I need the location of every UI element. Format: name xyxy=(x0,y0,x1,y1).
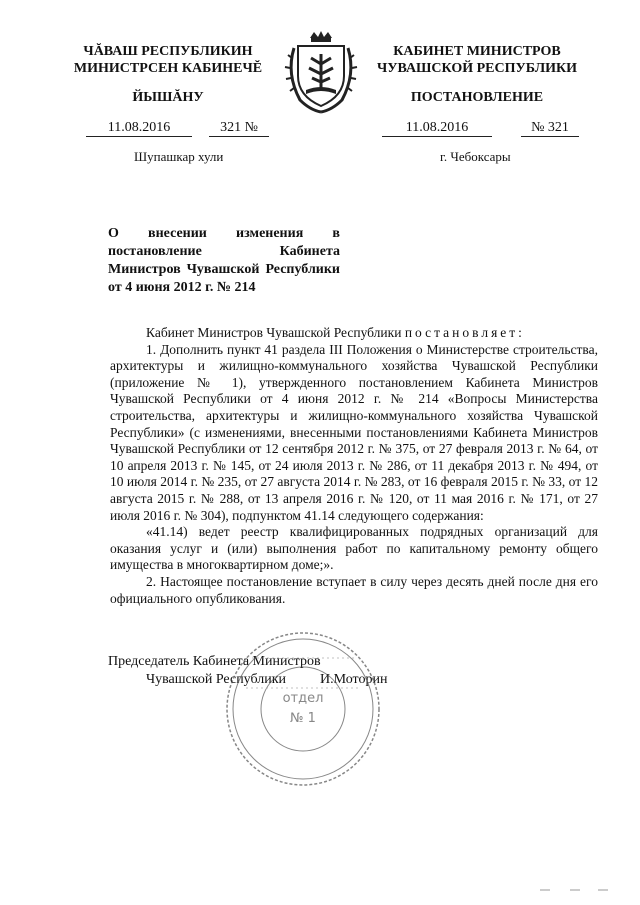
coat-of-arms-chuvashia-icon xyxy=(284,30,358,114)
stamp-line2: № 1 xyxy=(290,711,316,726)
header-right-doc-type: ПОСТАНОВЛЕНИЕ xyxy=(410,90,544,105)
left-date: 11.08.2016 xyxy=(86,120,192,137)
header-left xyxy=(50,43,286,77)
place-right: г. Чебоксары xyxy=(440,149,511,164)
header-right-line1: КАБИНЕТ МИНИСТРОВ xyxy=(393,44,561,59)
left-number: 321 № xyxy=(209,120,269,137)
header-right-line2: ЧУВАШСКОЙ РЕСПУБЛИКИ xyxy=(376,61,578,76)
intro-text: Кабинет Министров Чувашской Республики xyxy=(146,325,402,340)
header-left-doc-type: ЙЫШĂНУ xyxy=(132,90,204,105)
left-date-number xyxy=(86,120,269,137)
header-left-line1: ЧĂВАШ РЕСПУБЛИКИН xyxy=(83,44,253,59)
official-stamp-icon xyxy=(222,628,384,790)
right-date: 11.08.2016 xyxy=(382,120,492,137)
right-number: № 321 xyxy=(521,120,579,137)
signatory-title-line2: Чувашской Республики xyxy=(146,672,287,687)
place-left: Шупашкар хули xyxy=(134,149,224,164)
paragraph-2: «41.14) ведет реестр квалифицированных подрядных организаций для оказания услуг и (или) выполнения работ по капитальному ремонту общего имущества в многоквартирном доме;». xyxy=(110,524,598,573)
header-left-line2: МИНИСТРСЕН КАБИНЕЧĔ xyxy=(73,61,263,76)
signatory-name: И.Моторин xyxy=(320,672,388,687)
header-right xyxy=(364,43,590,77)
intro-verb: постановляет: xyxy=(404,325,525,340)
document-subject: О внесении изменения в постановление Кабинета Министров Чувашской Республики от 4 июня 2012 г. № 214 xyxy=(108,226,340,295)
paragraph-3: 2. Настоящее постановление вступает в силу через десять дней после дня его официального опубликования. xyxy=(110,573,598,606)
signatory-title-line1: Председатель Кабинета Министров xyxy=(108,654,321,669)
right-date-number xyxy=(382,120,579,137)
stamp-line1: отдел xyxy=(282,691,324,706)
paragraph-1: 1. Дополнить пункт 41 раздела III Положения о Министерстве строительства, архитектуры и жилищно-коммунального хозяйства Чувашской Республики (приложение № 1), утвержденного постановлением Кабинета Министров Чувашской Республики от 4 июня 2012 г. № 214 «Вопросы Министерства строительства, архитектуры и жилищно-коммунального хозяйства Чувашской Республики» (с изменениями, внесенными постановлениями Кабинета Министров Чувашской Республики от 12 сентября 2012 г. № 375, от 27 февраля 2013 г. № 64, от 10 апреля 2013 г. № 145, от 24 июля 2013 г. № 286, от 11 декабря 2013 г. № 494, от 10 июля 2014 г. № 235, от 27 августа 2014 г. № 283, от 16 февраля 2015 г. № 33, от 12 августа 2015 г. № 288, от 13 апреля 2016 г. № 120, от 11 мая 2016 г. № 171, от 27 июля 2016 г. № 304), подпунктом 41.14 следующего содержания: xyxy=(110,341,598,523)
intro-paragraph xyxy=(110,325,598,342)
footer-marks xyxy=(540,888,610,892)
document-body xyxy=(110,325,598,607)
